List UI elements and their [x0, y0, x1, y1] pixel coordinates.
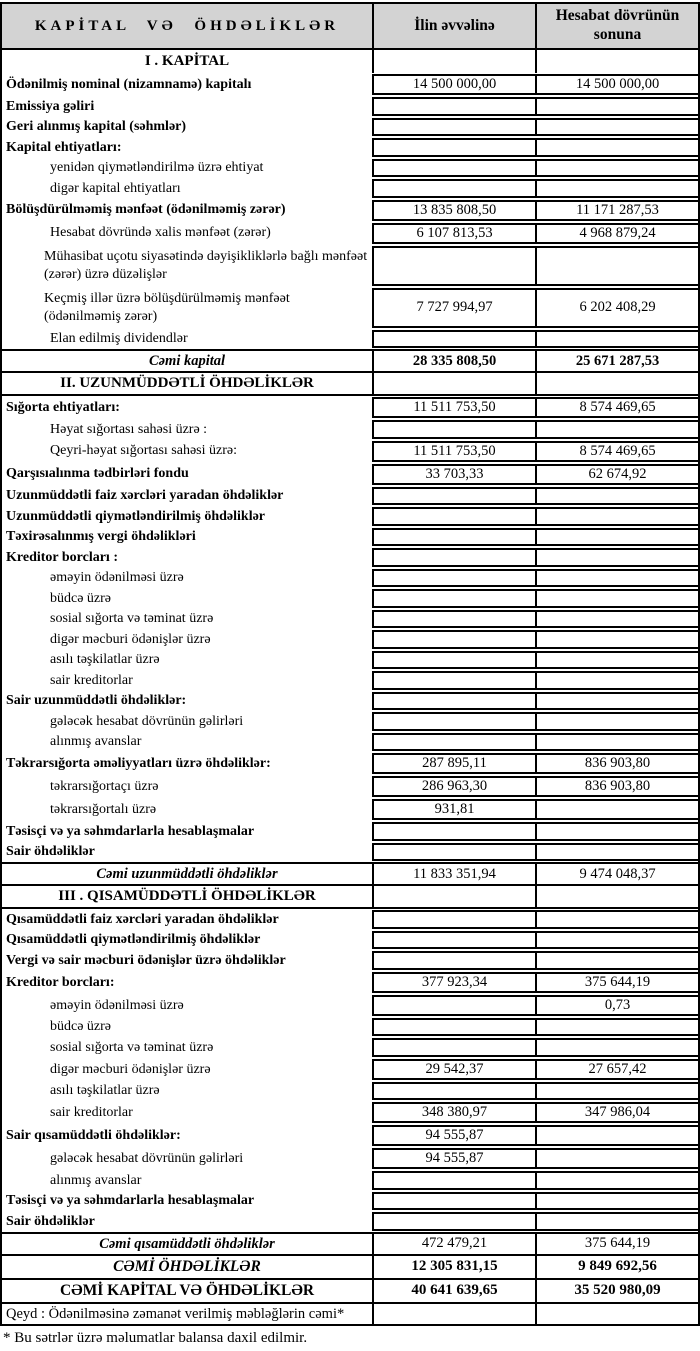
- table-row: [2, 1232, 698, 1256]
- row-label: büdcə üzrə: [50, 590, 112, 606]
- table-row: [2, 396, 698, 419]
- table-row: [2, 650, 698, 671]
- table-row: [2, 329, 698, 350]
- value-year-start: [372, 843, 535, 862]
- footnote-text: * Bu sətrlər üzrə məlumatlar balansa daxil edilmir.: [3, 1330, 308, 1347]
- value-year-start: [372, 246, 535, 286]
- value-period-end: [535, 1148, 698, 1169]
- row-label: Qarşısıalınma tədbirləri fondu: [6, 466, 189, 482]
- row-label: Cəmi uzunmüddətli öhdəliklər: [96, 866, 278, 883]
- row-label: digər məcburi ödənişlər üzrə: [50, 631, 211, 647]
- table-row: [2, 1256, 698, 1280]
- value-year-start: [372, 822, 535, 841]
- value-period-end: [535, 692, 698, 711]
- table-row: [2, 50, 698, 73]
- value-period-end: [535, 569, 698, 588]
- table-row: [2, 1081, 698, 1102]
- value-year-start: 377 923,34: [372, 972, 535, 993]
- value-period-end: [535, 1125, 698, 1146]
- value-year-start: [372, 420, 535, 439]
- value-year-start: 12 305 831,15: [372, 1256, 535, 1278]
- row-label: III . QISAMÜDDƏTLİ ÖHDƏLİKLƏR: [58, 888, 316, 905]
- value-period-end: [535, 931, 698, 950]
- table-row: [2, 711, 698, 732]
- row-label: Geri alınmış kapital (səhmlər): [6, 119, 187, 134]
- table-row: [2, 1280, 698, 1304]
- value-period-end: [535, 118, 698, 137]
- table-row: [2, 199, 698, 222]
- value-period-end: [535, 507, 698, 526]
- value-period-end: [535, 1018, 698, 1037]
- value-period-end: [535, 886, 698, 907]
- value-year-start: 94 555,87: [372, 1125, 535, 1146]
- table-row: [2, 798, 698, 821]
- value-period-end: [535, 487, 698, 506]
- row-label: Həyat sığortası sahəsi üzrə :: [50, 421, 208, 437]
- value-period-end: 0,73: [535, 995, 698, 1016]
- value-year-start: 931,81: [372, 799, 535, 820]
- value-period-end: [535, 330, 698, 349]
- row-label: Ödənilmiş nominal (nizamnamə) kapitalı: [6, 76, 252, 92]
- table-row: [2, 1124, 698, 1147]
- row-label: təkrarsığortalı üzrə: [50, 801, 157, 817]
- table-row: [2, 971, 698, 994]
- table-row: [2, 287, 698, 329]
- value-period-end: 9 849 692,56: [535, 1256, 698, 1278]
- table-row: [2, 629, 698, 650]
- value-year-start: 348 380,97: [372, 1102, 535, 1123]
- value-period-end: 4 968 879,24: [535, 223, 698, 244]
- value-year-start: [372, 651, 535, 670]
- table-row: [2, 842, 698, 863]
- table-row: [2, 222, 698, 245]
- value-period-end: [535, 246, 698, 286]
- value-year-start: [372, 179, 535, 198]
- row-label: Cəmi kapital: [148, 353, 226, 369]
- header-capital-liabilities: KAPİTAL VƏ ÖHDƏLİKLƏR: [34, 17, 340, 34]
- table-row: [2, 862, 698, 886]
- value-year-start: [372, 118, 535, 137]
- value-year-start: 11 511 753,50: [372, 397, 535, 418]
- value-period-end: [535, 651, 698, 670]
- value-year-start: [372, 886, 535, 907]
- value-period-end: [535, 1171, 698, 1190]
- value-period-end: 11 171 287,53: [535, 200, 698, 221]
- value-period-end: 375 644,19: [535, 972, 698, 993]
- table-header-row: [2, 4, 698, 50]
- value-period-end: [535, 1038, 698, 1057]
- row-label: Qısamüddətli qiymətləndirilmiş öhdəliklər: [6, 932, 261, 948]
- row-label: büdcə üzrə: [50, 1019, 112, 1035]
- value-year-start: [372, 951, 535, 970]
- value-period-end: 14 500 000,00: [535, 74, 698, 95]
- table-row: [2, 117, 698, 138]
- table-row: [2, 1147, 698, 1170]
- value-period-end: 347 986,04: [535, 1102, 698, 1123]
- value-period-end: [535, 1212, 698, 1231]
- value-period-end: [535, 1192, 698, 1211]
- table-row: [2, 486, 698, 507]
- value-period-end: [535, 630, 698, 649]
- table-row: [2, 547, 698, 568]
- table-row: [2, 588, 698, 609]
- value-period-end: [535, 179, 698, 198]
- value-period-end: 6 202 408,29: [535, 288, 698, 328]
- value-year-start: [372, 528, 535, 547]
- row-label: Vergi və sair məcburi ödənişlər üzrə öhdəliklər: [6, 952, 286, 968]
- row-label: yenidən qiymətləndirilmə üzrə ehtiyat: [50, 160, 264, 175]
- table-body: [2, 50, 698, 1324]
- value-year-start: [372, 1171, 535, 1190]
- row-label: sosial sığorta və təminat üzrə: [50, 1039, 214, 1055]
- row-label: Təsisçi və ya səhmdarlarla hesablaşmalar: [6, 823, 255, 839]
- value-period-end: 8 574 469,65: [535, 397, 698, 418]
- value-period-end: [535, 910, 698, 929]
- value-year-start: [372, 330, 535, 349]
- table-row: [2, 1017, 698, 1038]
- value-period-end: 836 903,80: [535, 776, 698, 797]
- row-label: Sığorta ehtiyatları:: [6, 399, 120, 415]
- row-label: CƏMİ ÖHDƏLİKLƏR: [113, 1258, 261, 1276]
- value-period-end: [535, 671, 698, 690]
- table-row: [2, 245, 698, 287]
- value-year-start: 287 895,11: [372, 753, 535, 774]
- value-year-start: [372, 50, 535, 73]
- table-row: [2, 419, 698, 440]
- value-year-start: [372, 569, 535, 588]
- value-period-end: [535, 799, 698, 820]
- value-year-start: 13 835 808,50: [372, 200, 535, 221]
- value-year-start: [372, 1082, 535, 1101]
- value-period-end: [535, 50, 698, 73]
- value-period-end: [535, 822, 698, 841]
- table-row: [2, 463, 698, 486]
- table-row: [2, 732, 698, 753]
- header-col-period-end: Hesabat dövrünün sonuna: [535, 4, 698, 48]
- value-period-end: 836 903,80: [535, 753, 698, 774]
- table-row: [2, 670, 698, 691]
- value-year-start: [372, 548, 535, 567]
- table-row: [2, 506, 698, 527]
- table-row: [2, 527, 698, 548]
- row-label: asılı təşkilatlar üzrə: [50, 652, 160, 668]
- table-row: [2, 930, 698, 951]
- row-label: I . KAPİTAL: [144, 53, 230, 70]
- row-label: Cəmi qısamüddətli öhdəliklər: [99, 1235, 275, 1252]
- row-label: Qısamüddətli faiz xərcləri yaradan öhdəliklər: [6, 911, 279, 927]
- balance-table: [0, 2, 700, 1326]
- value-period-end: [535, 97, 698, 116]
- value-period-end: 375 644,19: [535, 1234, 698, 1254]
- value-period-end: 25 671 287,53: [535, 351, 698, 371]
- table-row: [2, 775, 698, 798]
- value-year-start: [372, 487, 535, 506]
- row-label: digər məcburi ödənişlər üzrə: [50, 1061, 211, 1077]
- value-year-start: [372, 97, 535, 116]
- row-label: əməyin ödənilməsi üzrə: [50, 997, 184, 1013]
- value-period-end: [535, 951, 698, 970]
- table-row: [2, 1191, 698, 1212]
- value-period-end: [535, 420, 698, 439]
- table-row: [2, 1058, 698, 1081]
- row-label: asılı təşkilatlar üzrə: [50, 1083, 160, 1099]
- value-year-start: [372, 931, 535, 950]
- row-label: təkrarsığortaçı üzrə: [50, 778, 159, 794]
- row-label: Kapital ehtiyatları:: [6, 139, 122, 155]
- value-year-start: [372, 1304, 535, 1325]
- row-label: Sair öhdəliklər: [6, 844, 95, 860]
- table-row: [2, 950, 698, 971]
- value-year-start: 94 555,87: [372, 1148, 535, 1169]
- value-year-start: [372, 373, 535, 394]
- value-year-start: 472 479,21: [372, 1234, 535, 1254]
- table-row: [2, 1101, 698, 1124]
- row-label: Bölüşdürülməmiş mənfəət (ödənilməmiş zərər): [6, 202, 286, 218]
- table-row: [2, 821, 698, 842]
- table-row: [2, 158, 698, 179]
- table-row: [2, 349, 698, 373]
- value-year-start: [372, 589, 535, 608]
- row-label: Təsisçi və ya səhmdarlarla hesablaşmalar: [6, 1193, 255, 1209]
- value-year-start: [372, 1192, 535, 1211]
- value-period-end: [535, 1304, 698, 1325]
- table-row: [2, 1304, 698, 1325]
- value-year-start: 33 703,33: [372, 464, 535, 485]
- value-period-end: [535, 610, 698, 629]
- table-row: [2, 137, 698, 158]
- row-label: Sair öhdəliklər: [6, 1213, 95, 1229]
- value-period-end: [535, 373, 698, 394]
- value-period-end: [535, 843, 698, 862]
- table-row: [2, 691, 698, 712]
- row-label: Emissiya gəliri: [6, 98, 95, 114]
- value-year-start: 29 542,37: [372, 1059, 535, 1080]
- value-year-start: [372, 610, 535, 629]
- table-row: [2, 568, 698, 589]
- row-label: Təkrarsığorta əməliyyatları üzrə öhdəliklər:: [6, 755, 271, 771]
- table-row: [2, 440, 698, 463]
- value-period-end: [535, 733, 698, 752]
- value-period-end: [535, 138, 698, 157]
- table-row: [2, 1037, 698, 1058]
- value-year-start: 40 641 639,65: [372, 1280, 535, 1302]
- value-year-start: [372, 1212, 535, 1231]
- value-year-start: [372, 159, 535, 178]
- row-label: digər kapital ehtiyatları: [50, 180, 181, 196]
- value-year-start: [372, 692, 535, 711]
- row-label: Sair uzunmüddətli öhdəliklər:: [6, 693, 187, 709]
- table-row: [2, 73, 698, 96]
- row-label: gələcək hesabat dövrünün gəlirləri: [50, 713, 244, 729]
- row-label: II. UZUNMÜDDƏTLİ ÖHDƏLİKLƏR: [60, 375, 314, 392]
- value-period-end: [535, 548, 698, 567]
- row-label: alınmış avanslar: [50, 1172, 142, 1188]
- row-label: CƏMİ KAPİTAL VƏ ÖHDƏLİKLƏR: [59, 1282, 315, 1300]
- value-period-end: 8 574 469,65: [535, 441, 698, 462]
- value-year-start: [372, 733, 535, 752]
- row-label: Elan edilmiş dividendlər: [50, 331, 188, 346]
- table-row: [2, 609, 698, 630]
- value-year-start: [372, 712, 535, 731]
- value-year-start: [372, 910, 535, 929]
- row-label: Sair qısamüddətli öhdəliklər:: [6, 1128, 181, 1143]
- value-year-start: [372, 995, 535, 1016]
- table-row: [2, 1170, 698, 1191]
- value-period-end: 27 657,42: [535, 1059, 698, 1080]
- row-label: Hesabat dövründə xalis mənfəət (zərər): [50, 225, 271, 241]
- value-year-start: 14 500 000,00: [372, 74, 535, 95]
- row-label: sair kreditorlar: [50, 1105, 133, 1120]
- value-year-start: 11 511 753,50: [372, 441, 535, 462]
- row-label: Keçmiş illər üzrə bölüşdürülməmiş mənfəət (ödənilməmiş zərər): [44, 291, 290, 324]
- row-label: alınmış avanslar: [50, 734, 142, 750]
- value-year-start: 11 833 351,94: [372, 864, 535, 884]
- row-label: Kreditor borcları :: [6, 549, 118, 565]
- row-label: Qeyd : Ödənilməsinə zəmanət verilmiş məbləğlərin cəmi*: [6, 1306, 345, 1323]
- value-year-start: 6 107 813,53: [372, 223, 535, 244]
- value-year-start: [372, 1038, 535, 1057]
- row-label: sosial sığorta və təminat üzrə: [50, 611, 214, 627]
- row-label: Təxirəsalınmış vergi öhdəlikləri: [6, 529, 196, 545]
- table-row: [2, 752, 698, 775]
- table-row: [2, 96, 698, 117]
- value-year-start: [372, 630, 535, 649]
- table-row: [2, 909, 698, 930]
- table-row: [2, 994, 698, 1017]
- value-year-start: 28 335 808,50: [372, 351, 535, 371]
- row-label: gələcək hesabat dövrünün gəlirləri: [50, 1151, 244, 1166]
- value-period-end: [535, 1082, 698, 1101]
- value-period-end: [535, 589, 698, 608]
- value-period-end: [535, 159, 698, 178]
- value-year-start: [372, 1018, 535, 1037]
- row-label: Kreditor borcları:: [6, 974, 115, 990]
- value-period-end: 62 674,92: [535, 464, 698, 485]
- row-label: Mühasibat uçotu siyasətində dəyişikliklərlə bağlı mənfəət (zərər) üzrə düzəlişlər: [44, 249, 368, 282]
- table-row: [2, 178, 698, 199]
- value-year-start: 286 963,30: [372, 776, 535, 797]
- row-label: əməyin ödənilməsi üzrə: [50, 570, 184, 586]
- value-period-end: 9 474 048,37: [535, 864, 698, 884]
- value-period-end: [535, 712, 698, 731]
- value-year-start: [372, 138, 535, 157]
- value-period-end: [535, 528, 698, 547]
- value-year-start: [372, 507, 535, 526]
- value-period-end: 35 520 980,09: [535, 1280, 698, 1302]
- row-label: Uzunmüddətli qiymətləndirilmiş öhdəliklər: [6, 508, 266, 524]
- row-label: Qeyri-həyat sığortası sahəsi üzrə:: [50, 443, 237, 459]
- row-label: sair kreditorlar: [50, 672, 133, 688]
- table-row: [2, 373, 698, 396]
- value-year-start: 7 727 994,97: [372, 288, 535, 328]
- table-row: [2, 886, 698, 909]
- table-row: [2, 1211, 698, 1232]
- header-col-year-start: İlin əvvəlinə: [372, 4, 535, 48]
- row-label: Uzunmüddətli faiz xərcləri yaradan öhdəliklər: [6, 488, 284, 504]
- value-year-start: [372, 671, 535, 690]
